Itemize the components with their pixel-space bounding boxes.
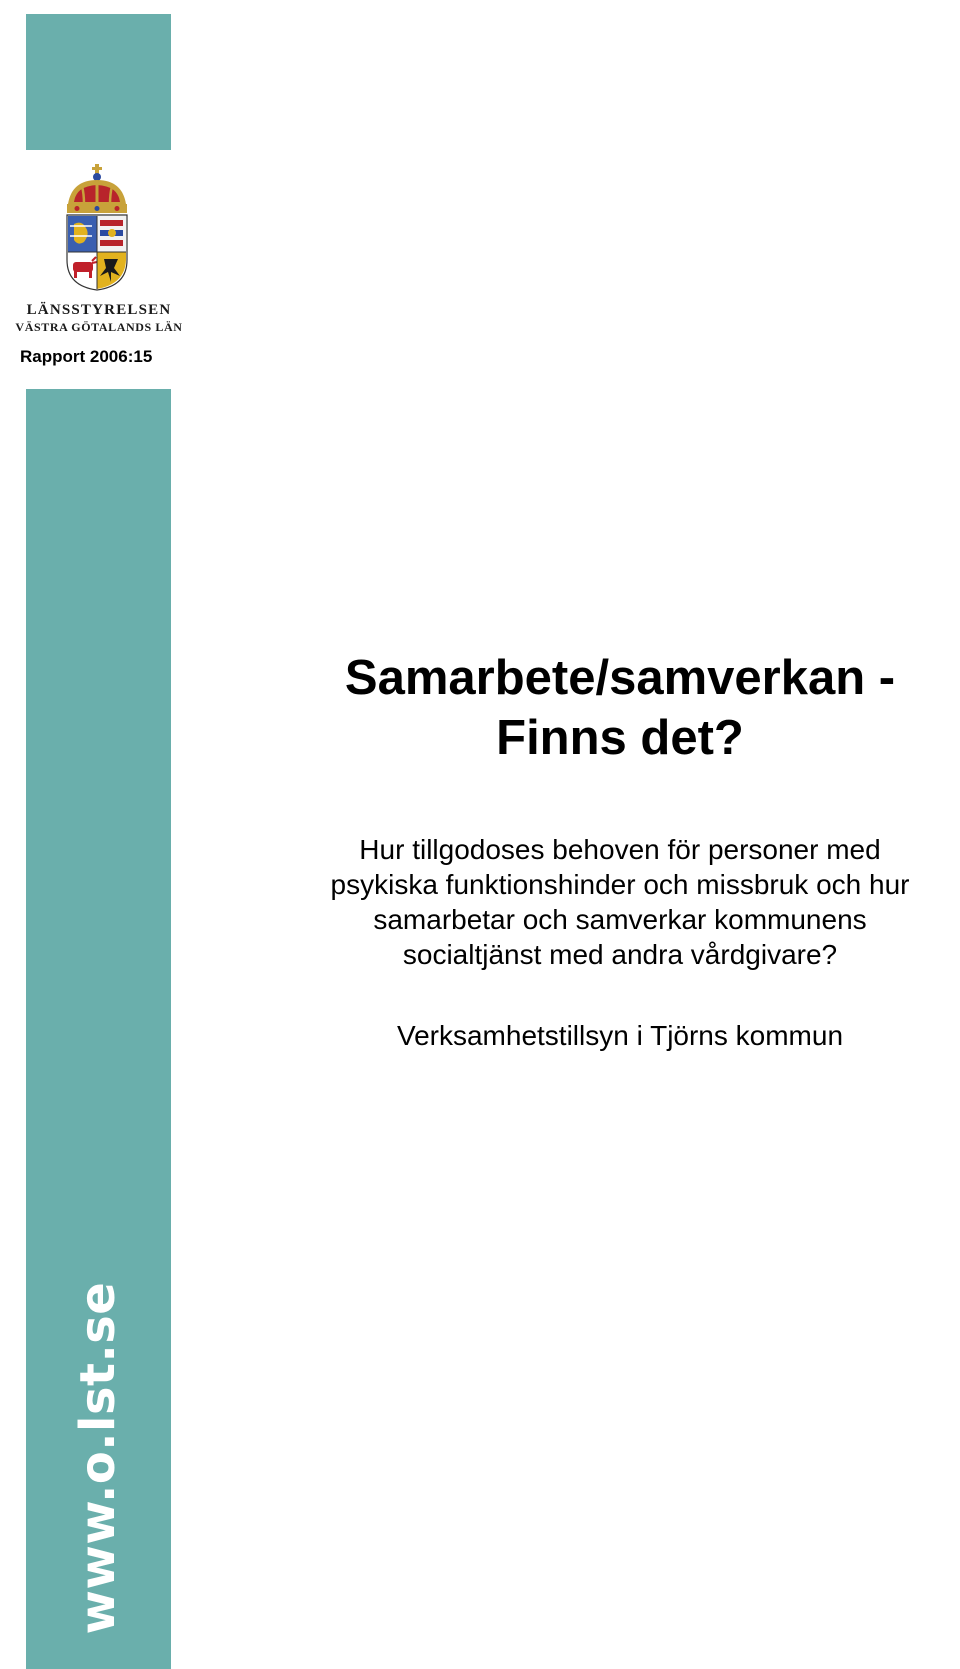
page-title bbox=[285, 648, 955, 768]
page-subtitle bbox=[285, 832, 955, 972]
website-url: www.o.lst.se bbox=[70, 1281, 126, 1635]
report-number: Rapport 2006:15 bbox=[20, 347, 153, 366]
subtitle-line: psykiska funktionshinder och missbruk och hur bbox=[330, 869, 910, 900]
organization-name: LÄNSSTYRELSEN bbox=[26, 302, 172, 318]
accent-bar-top bbox=[26, 14, 171, 150]
organization-region: VÄSTRA GÖTALANDS LÄN bbox=[15, 320, 183, 334]
title-line: Samarbete/samverkan - bbox=[344, 651, 896, 705]
coat-of-arms-icon bbox=[62, 164, 132, 292]
inspection-tagline: Verksamhetstillsyn i Tjörns kommun bbox=[396, 1020, 844, 1051]
subtitle-line: socialtjänst med andra vårdgivare? bbox=[402, 939, 838, 970]
title-line: Finns det? bbox=[496, 711, 744, 765]
subtitle-line: Hur tillgodoses behoven för personer med bbox=[359, 834, 881, 865]
subtitle-line: samarbetar och samverkar kommunens bbox=[373, 904, 867, 935]
